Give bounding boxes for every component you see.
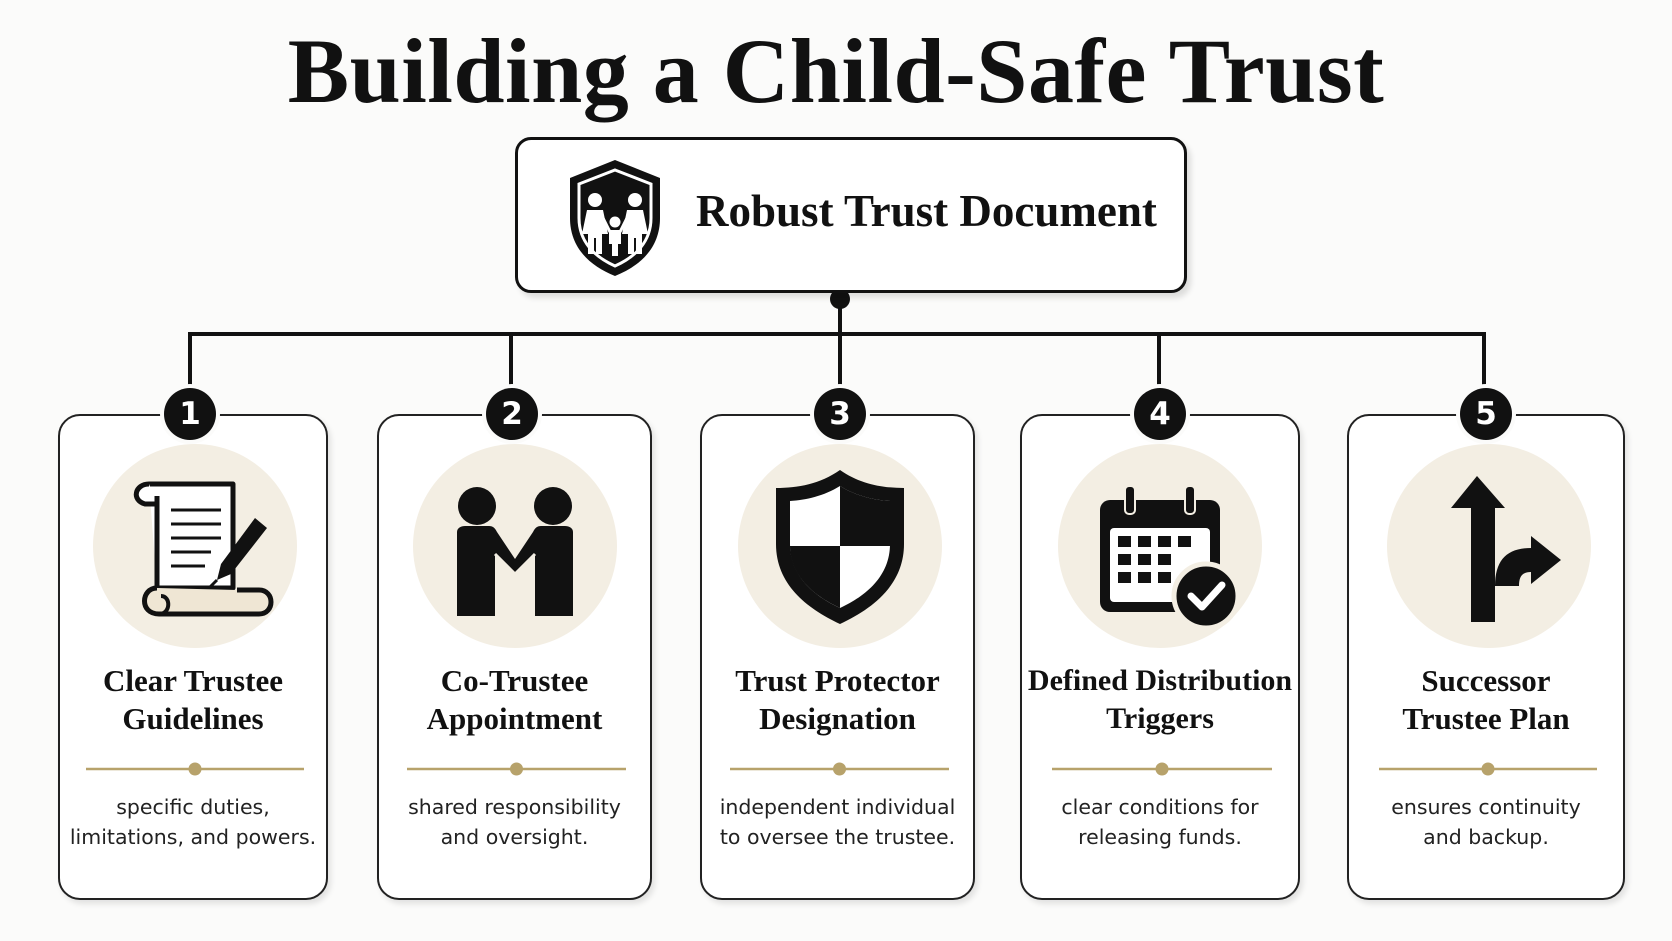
gold-divider [86, 762, 304, 776]
step-title: Trust Protector Designation [735, 663, 940, 736]
step-card-1 [58, 414, 328, 900]
step-number-badge: 1 [164, 388, 216, 440]
gold-divider [1052, 762, 1272, 776]
step-title: Clear Trustee Guidelines [103, 663, 283, 736]
gold-divider [730, 762, 949, 776]
page-title: Building a Child-Safe Trust [287, 20, 1385, 122]
step-card-3 [700, 414, 975, 900]
step-number-badge: 3 [814, 388, 866, 440]
shield-icon [750, 456, 930, 636]
step-card-5 [1347, 414, 1625, 900]
icon-circle [93, 444, 297, 648]
step-description: ensures continuity and backup. [1391, 795, 1581, 849]
step-card-4 [1020, 414, 1300, 900]
branch-arrow-icon [1399, 456, 1579, 636]
step-description: specific duties, limitations, and powers. [69, 795, 317, 849]
step-title: Successor Trustee Plan [1402, 663, 1570, 736]
root-label: Robust Trust Document [696, 186, 1157, 236]
step-number-badge: 2 [486, 388, 538, 440]
step-number-badge: 5 [1460, 388, 1512, 440]
gold-divider [407, 762, 626, 776]
scroll-pen-icon [105, 456, 285, 636]
icon-circle [1387, 444, 1591, 648]
family-shield-icon [560, 156, 670, 280]
step-number-badge: 4 [1134, 388, 1186, 440]
icon-circle [413, 444, 617, 648]
step-description: clear conditions for releasing funds. [1061, 795, 1259, 849]
step-title: Co-Trustee Appointment [426, 663, 603, 736]
root-node [515, 137, 1187, 293]
step-card-2 [377, 414, 652, 900]
step-description: shared responsibility and oversight. [408, 795, 621, 849]
step-description: independent individual to oversee the trustee. [719, 795, 956, 849]
gold-divider [1379, 762, 1597, 776]
icon-circle [738, 444, 942, 648]
handshake-icon [425, 456, 605, 636]
icon-circle [1058, 444, 1262, 648]
calendar-check-icon [1070, 456, 1250, 636]
step-title: Defined Distribution Triggers [1027, 664, 1293, 735]
